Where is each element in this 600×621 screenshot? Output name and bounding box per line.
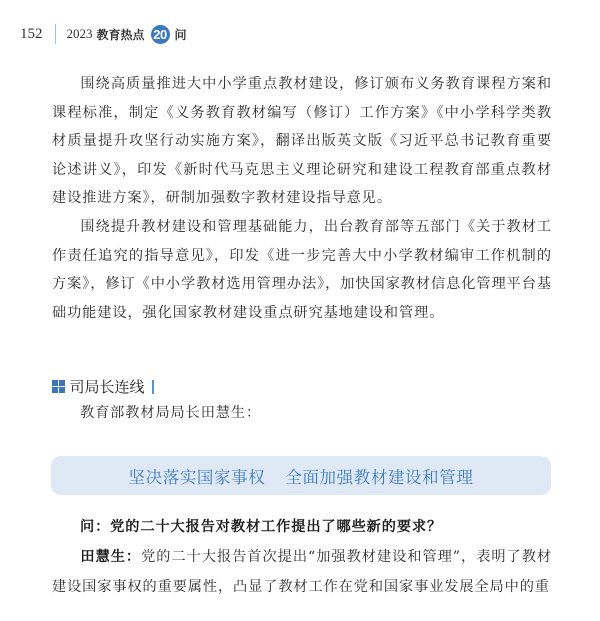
section-bar-decoration bbox=[152, 380, 154, 394]
answer-text: 党的二十大报告首次提出“加强教材建设和管理”，表明了教材建设国家事权的重要属性，凸显了教材工作在党和国家事业发展全局中的重 bbox=[52, 549, 552, 595]
section-heading bbox=[52, 376, 154, 397]
number-badge: 20 bbox=[151, 25, 170, 44]
answer bbox=[52, 542, 552, 602]
banner-text-part2: 全面加强教材建设和管理 bbox=[285, 467, 474, 487]
page-number: 152 bbox=[20, 25, 43, 42]
section-title: 司局长连线 bbox=[69, 378, 145, 396]
qa-block bbox=[52, 512, 552, 602]
speaker-name: 田慧生： bbox=[80, 549, 142, 565]
body-text bbox=[52, 70, 552, 327]
header-year: 2023 bbox=[66, 26, 93, 41]
paragraph-2: 围绕提升教材建设和管理基础能力，出台教育部等五部门《关于教材工作责任追究的指导意见》，印发《进一步完善大中小学教材编审工作机制的方案》，修订《中小学教材选用管理办法》，加快国家教材信息化管理平台基础功能建设，强化国家教材建设重点研究基地建设和管理。 bbox=[52, 218, 552, 321]
byline: 教育部教材局局长田慧生： bbox=[80, 405, 262, 421]
headline-banner bbox=[51, 456, 551, 495]
banner-text-part1: 坚决落实国家事权 bbox=[128, 467, 266, 487]
question: 问：党的二十大报告对教材工作提出了哪些新的要求？ bbox=[80, 519, 443, 535]
paragraph-1: 围绕高质量推进大中小学重点教材建设，修订颁布义务教育课程方案和课程标准，制定《义务教育教材编写（修订）工作方案》《中小学科学类教材质量提升攻坚行动实施方案》，翻译出版英文版《习近平总书记教育重要论述讲义》，印发《新时代马克思主义理论研究和建设工程教育部重点教材建设推进方案》，研制加强数字教材建设指导意见。 bbox=[52, 76, 552, 207]
header-suffix: 问 bbox=[174, 27, 187, 42]
page-header bbox=[20, 22, 187, 46]
header-divider bbox=[55, 24, 56, 44]
header-title: 教育热点 bbox=[96, 27, 145, 42]
grid-icon bbox=[52, 380, 65, 393]
